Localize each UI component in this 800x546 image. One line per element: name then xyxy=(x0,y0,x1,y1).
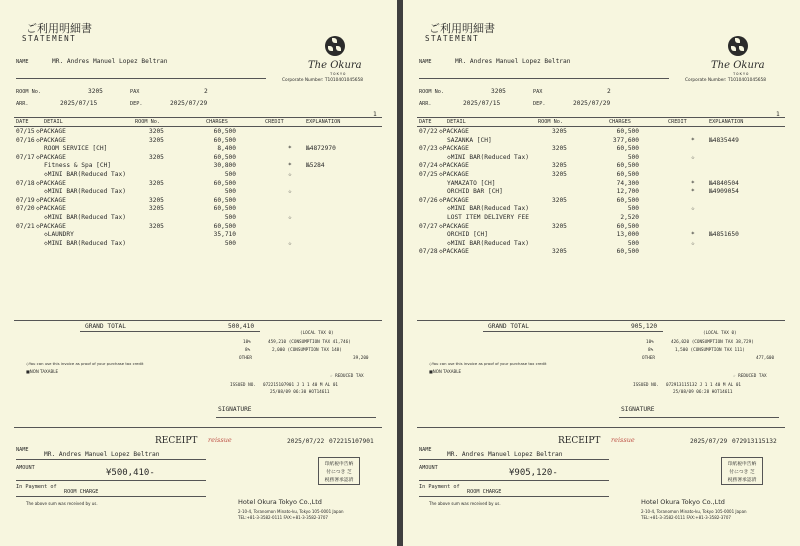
table-row xyxy=(0,162,397,170)
invoice-note: ◇You can use this invoice as proof of your purchase tax credit xyxy=(429,361,547,366)
pax-value: 2 xyxy=(607,88,611,95)
issued-timestamp: 25/08/09 06:28 HOT14611 xyxy=(673,390,733,395)
payment-value: ROOM CHARGE xyxy=(467,489,502,495)
pax-label: PAX xyxy=(533,89,543,95)
payment-value: ROOM CHARGE xyxy=(64,489,99,495)
row-detail: LOST ITEM DELIVERY FEE xyxy=(447,214,529,221)
revenue-stamp-box: 印紙税申告納 付につき 芝 税務署承認済 xyxy=(318,457,360,485)
amount-label: AMOUNT xyxy=(419,465,438,471)
col-credit: CREDIT xyxy=(668,119,687,125)
rate-10: 10% xyxy=(243,340,251,345)
receipt-guest-name: MR. Andres Manuel Lopez Beltran xyxy=(44,451,160,458)
brand-sub: TOKYO xyxy=(733,71,750,76)
rate-8: 8% xyxy=(648,348,654,353)
guest-name: MR. Andres Manuel Lopez Beltran xyxy=(52,58,168,65)
col-detail: DETAIL xyxy=(447,119,466,125)
row-detail: ◇PACKAGE xyxy=(36,153,66,161)
row-explanation: №5284 xyxy=(306,162,325,170)
row-room: 3205 xyxy=(149,179,164,187)
row-detail: ◇PACKAGE xyxy=(36,196,66,204)
row-date: 07/23 xyxy=(419,145,438,153)
arrival-date: 2025/07/15 xyxy=(60,100,98,107)
row-charges: 60,500 xyxy=(616,222,639,230)
hotel-name: Hotel Okura Tokyo Co.,Ltd xyxy=(641,498,725,506)
guest-name: MR. Andres Manuel Lopez Beltran xyxy=(455,58,571,65)
reduced-tax: ☆ REDUCED TAX xyxy=(330,374,364,379)
table-row xyxy=(403,171,800,179)
table-row xyxy=(0,197,397,205)
row-mark: ☆ xyxy=(691,239,695,247)
table-row xyxy=(0,145,397,153)
table-row xyxy=(0,188,397,196)
signature-label: SIGNATURE xyxy=(218,406,252,413)
row-charges: 60,500 xyxy=(616,248,639,256)
receipt-number: 072215107901 xyxy=(329,438,374,445)
receipt-name-label: NAME xyxy=(16,447,29,453)
other-label: OTHER xyxy=(642,356,655,361)
row-detail: ORCHID BAR [CH] xyxy=(447,188,503,196)
brand-name: The Okura xyxy=(711,60,765,71)
row-mark: * xyxy=(691,179,695,187)
other-label: OTHER xyxy=(239,356,252,361)
table-row xyxy=(403,128,800,136)
row-detail: ◇PACKAGE xyxy=(36,179,66,187)
row-detail: ◇LAUNDRY xyxy=(44,231,74,239)
row-charges: 13,000 xyxy=(616,231,639,239)
row-charges: 500 xyxy=(224,214,236,221)
table-row xyxy=(403,214,800,222)
issued-label: ISSUED NO. xyxy=(230,383,256,388)
col-charges: CHARGES xyxy=(206,119,228,125)
other-value: 477,600 xyxy=(756,356,775,361)
arr-label: ARR. xyxy=(419,101,432,107)
room-label: ROOM No. xyxy=(16,89,41,95)
row-charges: 500 xyxy=(627,205,639,213)
issued-number: 072913115132 J 1 1 40 M AL 01 xyxy=(666,383,742,388)
row-charges: 500 xyxy=(627,239,639,247)
table-row xyxy=(403,205,800,213)
row-detail: ◇MINI BAR(Reduced Tax) xyxy=(44,214,126,221)
receipt-title: RECEIPT xyxy=(558,436,601,446)
table-row xyxy=(403,154,800,162)
row-date: 07/16 xyxy=(16,136,35,144)
row-charges: 60,500 xyxy=(616,196,639,204)
received-note: The above sum was received by us. xyxy=(26,501,98,506)
row-charges: 377,600 xyxy=(612,136,639,144)
row-date: 07/26 xyxy=(419,196,438,204)
row-charges: 60,500 xyxy=(213,196,236,204)
pax-value: 2 xyxy=(204,88,208,95)
row-mark: ☆ xyxy=(691,153,695,161)
row-detail: ◇PACKAGE xyxy=(36,205,66,213)
row-charges: 60,500 xyxy=(213,136,236,144)
row-room: 3205 xyxy=(552,145,567,153)
row-charges: 60,500 xyxy=(616,162,639,170)
row-charges: 60,500 xyxy=(213,222,236,230)
row-detail: ◇MINI BAR(Reduced Tax) xyxy=(447,153,529,161)
hotel-name: Hotel Okura Tokyo Co.,Ltd xyxy=(238,498,322,506)
dep-label: DEP. xyxy=(130,101,143,107)
rate-8-line: 1,500 (CONSUMPTION TAX 111) xyxy=(675,348,745,353)
row-charges: 500 xyxy=(627,153,639,161)
grand-total-label: GRAND TOTAL xyxy=(85,323,126,330)
receipt-title: RECEIPT xyxy=(155,436,198,446)
table-row xyxy=(0,205,397,213)
rate-10: 10% xyxy=(646,340,654,345)
row-charges: 500 xyxy=(224,188,236,196)
revenue-stamp-box: 印紙税申告納 付につき 芝 税務署承認済 xyxy=(721,457,763,485)
row-charges: 60,500 xyxy=(213,205,236,213)
row-detail: YAMAZATO [CH] xyxy=(447,179,496,187)
row-date: 07/18 xyxy=(16,179,35,187)
row-room: 3205 xyxy=(149,222,164,230)
row-charges: 2,520 xyxy=(620,214,639,221)
row-detail: SAZANKA [CH] xyxy=(447,136,492,144)
row-charges: 60,500 xyxy=(616,145,639,153)
table-row xyxy=(403,137,800,145)
brand-name: The Okura xyxy=(308,60,362,71)
col-room: ROOM No. xyxy=(135,119,160,125)
room-number: 3205 xyxy=(491,88,506,95)
col-explanation: EXPLANATION xyxy=(709,119,744,125)
title-en: STATEMENT xyxy=(22,34,77,43)
handwritten-reissue-note: reissue xyxy=(208,436,232,444)
rate-10-line: 426,020 (CONSUMPTION TAX 38,729) xyxy=(671,340,754,345)
issued-label: ISSUED NO. xyxy=(633,383,659,388)
row-detail: ◇PACKAGE xyxy=(36,136,66,144)
grand-total-value: 500,410 xyxy=(228,323,255,330)
hotel-address: 2-10-4, Toranomon Minato-ku, Tokyo 105-0001 Japan xyxy=(238,509,344,514)
row-mark: ☆ xyxy=(288,239,292,247)
row-explanation: №4872970 xyxy=(306,145,336,153)
local-tax: (LOCAL TAX 0) xyxy=(703,331,737,336)
row-room: 3205 xyxy=(552,162,567,170)
table-row xyxy=(403,145,800,153)
grand-total-value: 905,120 xyxy=(631,323,658,330)
row-mark: ☆ xyxy=(288,171,292,178)
corporate-number: Corporate Number: T1010401045658 xyxy=(282,78,364,83)
row-detail: ◇PACKAGE xyxy=(439,196,469,204)
row-room: 3205 xyxy=(149,196,164,204)
name-label: NAME xyxy=(16,59,29,65)
row-charges: 8,400 xyxy=(217,145,236,153)
hotel-phone: TEL:+81-3-3582-0111 FAX:+81-3-3582-3707 xyxy=(238,515,328,520)
room-number: 3205 xyxy=(88,88,103,95)
row-date: 07/15 xyxy=(16,128,35,135)
handwritten-reissue-note: reissue xyxy=(611,436,635,444)
row-charges: 60,500 xyxy=(616,171,639,178)
row-room: 3205 xyxy=(552,171,567,178)
title-jp: ご利用明細書 xyxy=(26,22,92,35)
row-room: 3205 xyxy=(552,222,567,230)
arrival-date: 2025/07/15 xyxy=(463,100,501,107)
row-room: 3205 xyxy=(552,196,567,204)
row-detail: Fitness & Spa [CH] xyxy=(44,162,112,170)
receipt-date: 2025/07/29 xyxy=(690,438,728,445)
table-row xyxy=(0,223,397,231)
row-room: 3205 xyxy=(149,205,164,213)
receipt-date: 2025/07/22 xyxy=(287,438,325,445)
row-date: 07/25 xyxy=(419,171,438,178)
row-detail: ◇PACKAGE xyxy=(439,222,469,230)
row-detail: ◇PACKAGE xyxy=(439,248,469,256)
departure-date: 2025/07/29 xyxy=(170,100,208,107)
page-number: 1 xyxy=(373,111,377,118)
row-charges: 74,300 xyxy=(616,179,639,187)
name-label: NAME xyxy=(419,59,432,65)
table-row xyxy=(403,231,800,239)
row-mark: ☆ xyxy=(691,205,695,213)
row-detail: ◇PACKAGE xyxy=(439,145,469,153)
okura-logo-icon xyxy=(325,36,345,56)
hotel-address: 2-10-4, Toranomon Minato-ku, Tokyo 105-0001 Japan xyxy=(641,509,747,514)
invoice-note: ◇You can use this invoice as proof of your purchase tax credit xyxy=(26,361,144,366)
col-charges: CHARGES xyxy=(609,119,631,125)
rate-10-line: 459,210 (CONSUMPTION TAX 41,746) xyxy=(268,340,351,345)
statement-page-1 xyxy=(0,0,397,546)
row-charges: 500 xyxy=(224,239,236,247)
issued-number: 072215107901 J 1 1 40 M AL 01 xyxy=(263,383,339,388)
table-row xyxy=(403,188,800,196)
non-taxable: ■NON TAXABLE xyxy=(429,369,462,374)
receipt-amount: ¥905,120- xyxy=(509,468,558,478)
table-row xyxy=(0,231,397,239)
table-row xyxy=(403,180,800,188)
local-tax: (LOCAL TAX 0) xyxy=(300,331,334,336)
grand-total-label: GRAND TOTAL xyxy=(488,323,529,330)
row-mark: * xyxy=(288,162,292,170)
row-mark: * xyxy=(691,188,695,196)
row-date: 07/28 xyxy=(419,248,438,256)
table-row xyxy=(403,197,800,205)
row-room: 3205 xyxy=(552,128,567,135)
table-row xyxy=(403,223,800,231)
col-date: DATE xyxy=(16,119,29,125)
row-mark: * xyxy=(288,145,292,153)
non-taxable: ■NON TAXABLE xyxy=(26,369,59,374)
row-explanation: №4835449 xyxy=(709,136,739,144)
receipt-amount: ¥500,410- xyxy=(106,468,155,478)
row-room: 3205 xyxy=(149,136,164,144)
row-date: 07/22 xyxy=(419,128,438,135)
reduced-tax: ☆ REDUCED TAX xyxy=(733,374,767,379)
row-charges: 12,700 xyxy=(616,188,639,196)
hotel-phone: TEL:+81-3-3582-0111 FAX:+81-3-3582-3707 xyxy=(641,515,731,520)
departure-date: 2025/07/29 xyxy=(573,100,611,107)
row-charges: 60,500 xyxy=(213,128,236,135)
table-row xyxy=(403,162,800,170)
row-detail: ◇PACKAGE xyxy=(439,128,469,135)
table-row xyxy=(0,240,397,248)
row-room: 3205 xyxy=(149,128,164,135)
receipt-guest-name: MR. Andres Manuel Lopez Beltran xyxy=(447,451,563,458)
table-row xyxy=(403,248,800,256)
room-label: ROOM No. xyxy=(419,89,444,95)
corporate-number: Corporate Number: T1010401045658 xyxy=(685,78,767,83)
signature-label: SIGNATURE xyxy=(621,406,655,413)
payment-label: In Payment of xyxy=(419,484,460,490)
table-row xyxy=(0,137,397,145)
issued-timestamp: 25/08/09 06:30 HOT14611 xyxy=(270,390,330,395)
receipt-name-label: NAME xyxy=(419,447,432,453)
amount-label: AMOUNT xyxy=(16,465,35,471)
receipt-number: 072913115132 xyxy=(732,438,777,445)
table-row xyxy=(403,240,800,248)
table-row xyxy=(0,171,397,179)
row-detail: ORCHID [CH] xyxy=(447,231,488,239)
other-value: 39,200 xyxy=(353,356,369,361)
row-mark: * xyxy=(691,136,695,144)
row-room: 3205 xyxy=(149,153,164,161)
row-mark: ☆ xyxy=(288,214,292,221)
rate-8: 8% xyxy=(245,348,251,353)
row-detail: ◇MINI BAR(Reduced Tax) xyxy=(447,239,529,247)
arr-label: ARR. xyxy=(16,101,29,107)
row-detail: ◇MINI BAR(Reduced Tax) xyxy=(44,188,126,196)
row-charges: 30,800 xyxy=(213,162,236,170)
row-date: 07/20 xyxy=(16,205,35,213)
col-credit: CREDIT xyxy=(265,119,284,125)
row-mark: * xyxy=(691,231,695,239)
dep-label: DEP. xyxy=(533,101,546,107)
brand-sub: TOKYO xyxy=(330,71,347,76)
row-date: 07/17 xyxy=(16,153,35,161)
title-en: STATEMENT xyxy=(425,34,480,43)
title-jp: ご利用明細書 xyxy=(429,22,495,35)
payment-label: In Payment of xyxy=(16,484,57,490)
row-charges: 60,500 xyxy=(213,153,236,161)
row-date: 07/24 xyxy=(419,162,438,170)
col-date: DATE xyxy=(419,119,432,125)
table-row xyxy=(0,180,397,188)
pax-label: PAX xyxy=(130,89,140,95)
col-detail: DETAIL xyxy=(44,119,63,125)
row-detail: ◇PACKAGE xyxy=(36,128,66,135)
received-note: The above sum was received by us. xyxy=(429,501,501,506)
row-explanation: №4851650 xyxy=(709,231,739,239)
row-detail: ROOM SERVICE [CH] xyxy=(44,145,108,153)
col-explanation: EXPLANATION xyxy=(306,119,341,125)
row-date: 07/21 xyxy=(16,222,35,230)
statement-page-2 xyxy=(403,0,800,546)
table-row xyxy=(0,154,397,162)
row-explanation: №4840504 xyxy=(709,179,739,187)
row-detail: ◇MINI BAR(Reduced Tax) xyxy=(44,239,126,247)
row-room: 3205 xyxy=(552,248,567,256)
row-mark: ☆ xyxy=(288,188,292,196)
col-room: ROOM No. xyxy=(538,119,563,125)
row-detail: ◇MINI BAR(Reduced Tax) xyxy=(447,205,529,213)
okura-logo-icon xyxy=(728,36,748,56)
row-detail: ◇PACKAGE xyxy=(439,162,469,170)
row-detail: ◇PACKAGE xyxy=(36,222,66,230)
table-row xyxy=(0,214,397,222)
row-charges: 500 xyxy=(224,171,236,178)
row-charges: 60,500 xyxy=(616,128,639,135)
rate-8-line: 2,000 (CONSUMPTION TAX 148) xyxy=(272,348,342,353)
row-detail: ◇MINI BAR(Reduced Tax) xyxy=(44,171,126,178)
row-explanation: №4909054 xyxy=(709,188,739,196)
table-row xyxy=(0,128,397,136)
row-detail: ◇PACKAGE xyxy=(439,171,469,178)
row-date: 07/19 xyxy=(16,196,35,204)
row-charges: 60,500 xyxy=(213,179,236,187)
row-charges: 35,710 xyxy=(213,231,236,239)
page-number: 1 xyxy=(776,111,780,118)
row-date: 07/27 xyxy=(419,222,438,230)
